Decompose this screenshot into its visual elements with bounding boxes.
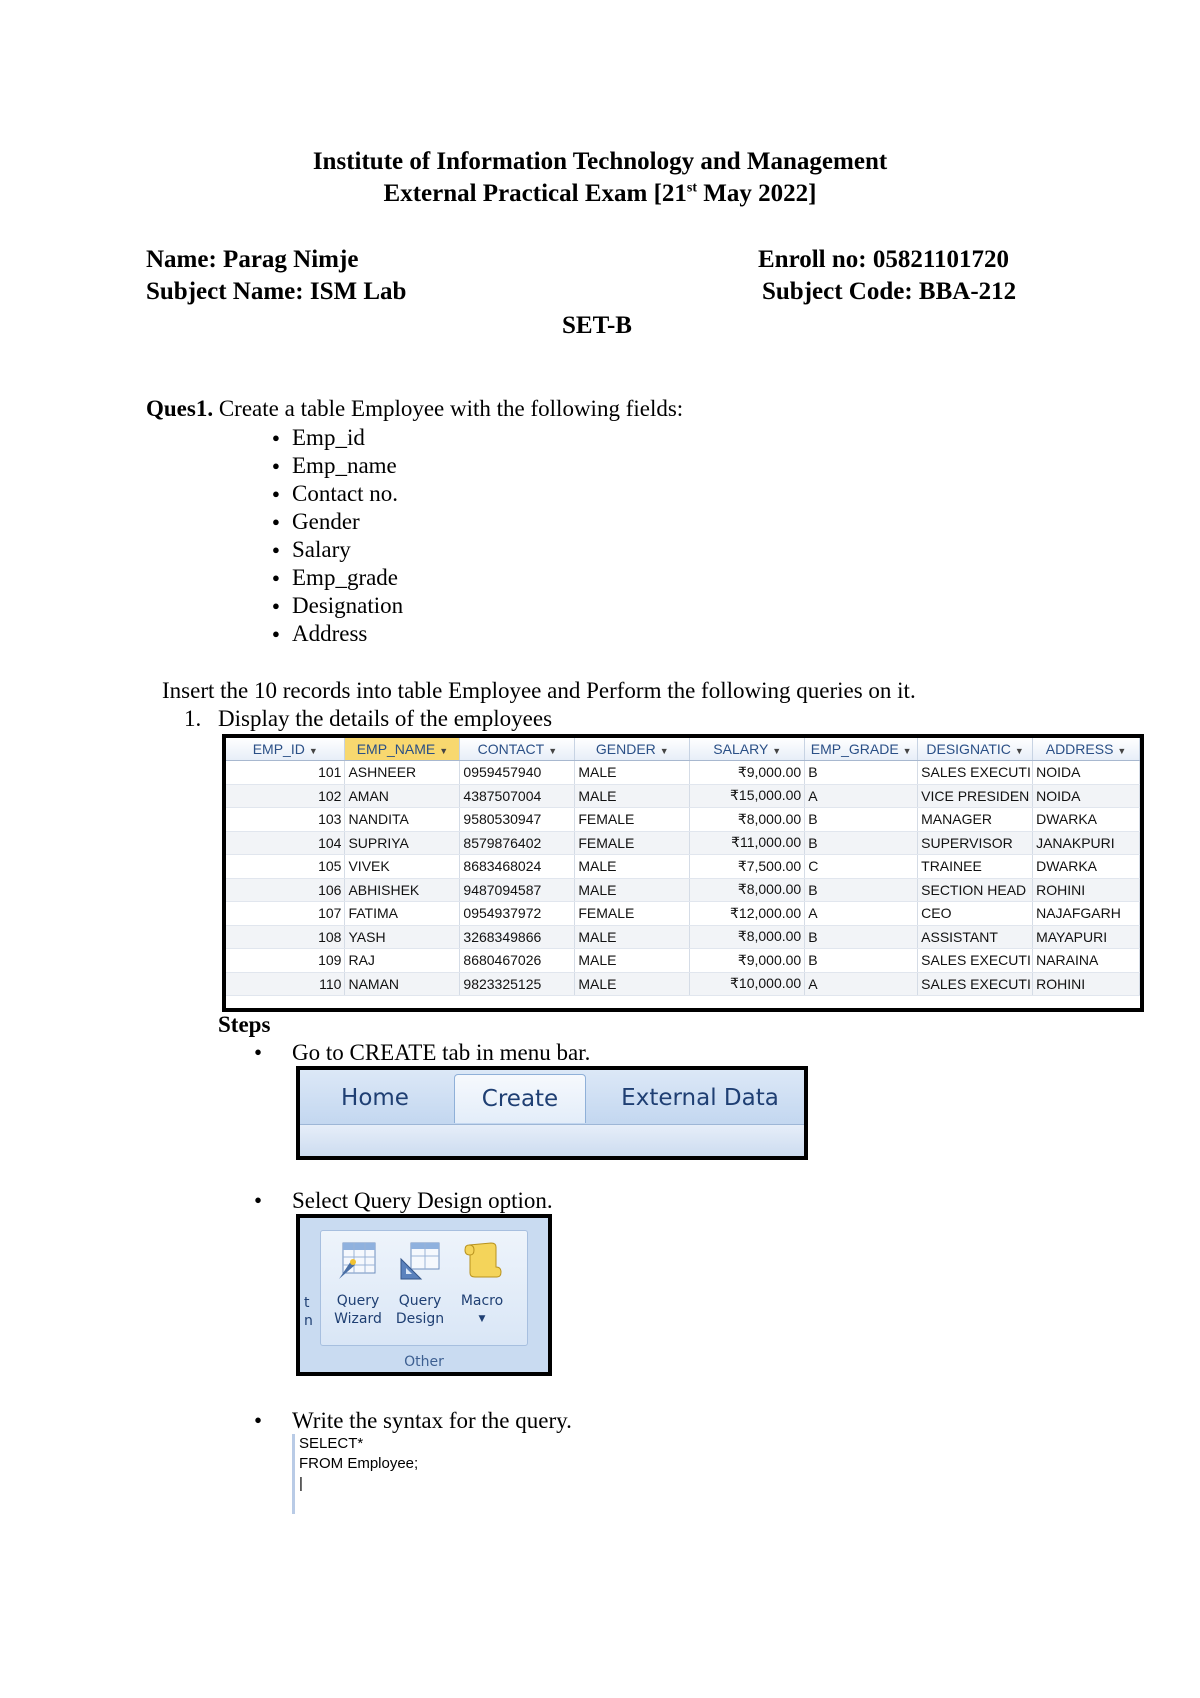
table-row[interactable] [226,878,1140,902]
table-cell[interactable]: 4387507004 [460,784,575,808]
table-cell[interactable]: JANAKPURI [1033,831,1140,855]
table-cell[interactable]: MALE [575,855,690,879]
table-cell[interactable]: ₹12,000.00 [690,902,805,926]
table-cell[interactable]: ASSISTANT [918,925,1033,949]
field-item: ● Emp_id [272,424,403,452]
table-cell[interactable]: FEMALE [575,808,690,832]
column-header[interactable]: GENDER ▼ [575,738,690,761]
sql-line: SELECT* [299,1435,364,1452]
table-cell[interactable]: 3268349866 [460,925,575,949]
field-item: ● Emp_grade [272,564,403,592]
table-row[interactable] [226,925,1140,949]
subject-name: Subject Name: ISM Lab [146,278,407,305]
field-item: ● Contact no. [272,480,403,508]
query-wizard-button[interactable]: Query Wizard [329,1239,387,1328]
exam-title: External Practical Exam [21st May 2022] [383,180,817,207]
table-cell[interactable]: 109 [226,949,345,973]
table-cell[interactable]: ASHNEER [345,761,460,785]
table-cell[interactable]: C [805,855,918,879]
table-cell[interactable]: 0959457940 [460,761,575,785]
table-cell[interactable]: AMAN [345,784,460,808]
table-cell[interactable]: ₹11,000.00 [690,831,805,855]
step-1: Go to CREATE tab in menu bar. [292,1040,591,1065]
subject-code: Subject Code: BBA-212 [762,278,1017,305]
table-row[interactable] [226,855,1140,879]
table-cell[interactable]: RAJ [345,949,460,973]
ribbon-tabs-image [296,1066,808,1160]
table-cell[interactable]: ₹8,000.00 [690,808,805,832]
column-header[interactable]: DESIGNATIC ▼ [918,738,1033,761]
table-cell[interactable]: 106 [226,878,345,902]
column-header[interactable]: ADDRESS ▼ [1033,738,1140,761]
field-item: ● Address [272,620,403,648]
table-cell[interactable]: B [805,878,918,902]
column-header-row [226,738,1140,761]
table-cell[interactable]: ROHINI [1033,878,1140,902]
table-cell[interactable]: A [805,972,918,996]
table-cell[interactable]: NAMAN [345,972,460,996]
field-item: ● Gender [272,508,403,536]
bullet-icon: • [254,1040,263,1065]
step-3: Write the syntax for the query. [292,1408,572,1433]
table-cell[interactable]: 104 [226,831,345,855]
insert-instruction: Insert the 10 records into table Employee and Perform the following queries on it. [162,678,916,703]
table-cell[interactable]: 102 [226,784,345,808]
dropdown-arrow-icon[interactable]: ▼ [1014,746,1024,756]
table-cell[interactable]: 8579876402 [460,831,575,855]
table-cell[interactable]: B [805,761,918,785]
table-cell[interactable]: B [805,831,918,855]
column-header[interactable]: EMP_GRADE ▼ [805,738,918,761]
table-cell[interactable]: 9823325125 [460,972,575,996]
dropdown-arrow-icon[interactable]: ▼ [659,746,669,756]
table-cell[interactable]: SALES EXECUTI [918,761,1033,785]
table-cell[interactable]: MALE [575,972,690,996]
dropdown-arrow-icon[interactable]: ▼ [308,746,318,756]
table-cell[interactable]: 9487094587 [460,878,575,902]
table-cell[interactable]: FEMALE [575,902,690,926]
table-cell[interactable]: NOIDA [1033,761,1140,785]
enroll-number: Enroll no: 05821101720 [758,246,1009,273]
dropdown-arrow-icon[interactable]: ▼ [1117,746,1127,756]
table-row[interactable] [226,808,1140,832]
table-cell[interactable]: B [805,925,918,949]
table-cell[interactable]: ₹9,000.00 [690,761,805,785]
table-cell[interactable]: SECTION HEAD [918,878,1033,902]
query-wizard-icon [337,1239,379,1281]
table-cell[interactable]: FEMALE [575,831,690,855]
table-cell[interactable]: NANDITA [345,808,460,832]
bullet-icon: • [254,1408,263,1433]
tab-external-data[interactable]: External Data [621,1085,779,1111]
dropdown-arrow-icon[interactable]: ▼ [478,1314,486,1324]
table-row[interactable] [226,831,1140,855]
table-cell[interactable]: DWARKA [1033,808,1140,832]
table-cell[interactable]: ROHINI [1033,972,1140,996]
sql-editor[interactable] [292,1434,515,1514]
table-cell[interactable]: VIVEK [345,855,460,879]
employee-datasheet [222,734,1144,1012]
table-cell[interactable]: B [805,949,918,973]
macro-scroll-icon [461,1239,503,1281]
table-cell[interactable]: A [805,902,918,926]
table-cell[interactable]: VICE PRESIDEN [918,784,1033,808]
table-cell[interactable]: ₹15,000.00 [690,784,805,808]
table-cell[interactable]: MALE [575,784,690,808]
table-cell[interactable]: MALE [575,949,690,973]
column-header[interactable]: CONTACT ▼ [460,738,575,761]
student-name: Name: Parag Nimje [146,246,359,273]
dropdown-arrow-icon[interactable]: ▼ [439,746,449,756]
table-cell[interactable]: SALES EXECUTI [918,972,1033,996]
table-cell[interactable]: NARAINA [1033,949,1140,973]
query-design-button[interactable]: Query Design [391,1239,449,1328]
table-cell[interactable]: MAYAPURI [1033,925,1140,949]
group-label-other: Other [404,1354,444,1370]
steps-title: Steps [218,1012,271,1037]
table-cell[interactable]: FATIMA [345,902,460,926]
field-item: ● Designation [272,592,403,620]
table-cell[interactable]: 8683468024 [460,855,575,879]
field-item: ● Emp_name [272,452,403,480]
question-1: Ques1. Create a table Employee with the following fields: [146,396,684,421]
query-group-image [296,1214,552,1376]
dropdown-arrow-icon[interactable]: ▼ [548,746,558,756]
table-cell[interactable]: MALE [575,878,690,902]
table-cell[interactable]: 110 [226,972,345,996]
table-cell[interactable]: 105 [226,855,345,879]
table-cell[interactable]: MANAGER [918,808,1033,832]
task-text: Display the details of the employees [218,706,553,731]
table-row[interactable] [226,972,1140,996]
column-header[interactable]: EMP_ID ▼ [226,738,345,761]
table-cell[interactable]: NAJAFGARH [1033,902,1140,926]
table-cell[interactable]: SUPRIYA [345,831,460,855]
table-cell[interactable]: 8680467026 [460,949,575,973]
table-cell[interactable]: SUPERVISOR [918,831,1033,855]
table-cell[interactable]: ₹8,000.00 [690,878,805,902]
task-number: 1. [184,706,202,731]
dropdown-arrow-icon[interactable]: ▼ [902,746,912,756]
tab-home[interactable]: Home [341,1085,409,1111]
table-cell[interactable]: MALE [575,761,690,785]
table-cell[interactable]: SALES EXECUTI [918,949,1033,973]
table-cell[interactable]: 9580530947 [460,808,575,832]
table-cell[interactable]: ₹10,000.00 [690,972,805,996]
table-cell[interactable]: DWARKA [1033,855,1140,879]
cut-off-label: t n [304,1295,313,1329]
bullet-icon: • [254,1188,263,1213]
table-row[interactable] [226,784,1140,808]
institute-title: Institute of Information Technology and Management [312,148,888,175]
macro-button[interactable]: Macro ▼ [453,1239,511,1328]
text-cursor: | [299,1475,303,1492]
table-cell[interactable]: CEO [918,902,1033,926]
table-cell[interactable]: NOIDA [1033,784,1140,808]
table-cell[interactable]: A [805,784,918,808]
query-design-icon [399,1239,441,1281]
table-cell[interactable]: 101 [226,761,345,785]
table-row[interactable] [226,902,1140,926]
table-cell[interactable]: TRAINEE [918,855,1033,879]
table-cell[interactable]: ₹8,000.00 [690,925,805,949]
table-cell[interactable]: B [805,808,918,832]
table-cell[interactable]: 108 [226,925,345,949]
column-header[interactable]: EMP_NAME ▼ [345,738,460,761]
tab-create[interactable]: Create [454,1074,586,1123]
table-row[interactable] [226,761,1140,785]
field-item: ● Salary [272,536,403,564]
table-cell[interactable]: 103 [226,808,345,832]
set-label: SET-B [562,312,632,339]
sql-line: FROM Employee; [299,1455,419,1472]
table-cell[interactable]: 107 [226,902,345,926]
table-cell[interactable]: 0954937972 [460,902,575,926]
field-list [272,424,403,648]
table-cell[interactable]: ₹9,000.00 [690,949,805,973]
column-header[interactable]: SALARY ▼ [690,738,805,761]
table-row[interactable] [226,949,1140,973]
table-cell[interactable]: MALE [575,925,690,949]
table-cell[interactable]: YASH [345,925,460,949]
step-2: Select Query Design option. [292,1188,553,1213]
dropdown-arrow-icon[interactable]: ▼ [772,746,782,756]
table-cell[interactable]: ₹7,500.00 [690,855,805,879]
table-cell[interactable]: ABHISHEK [345,878,460,902]
